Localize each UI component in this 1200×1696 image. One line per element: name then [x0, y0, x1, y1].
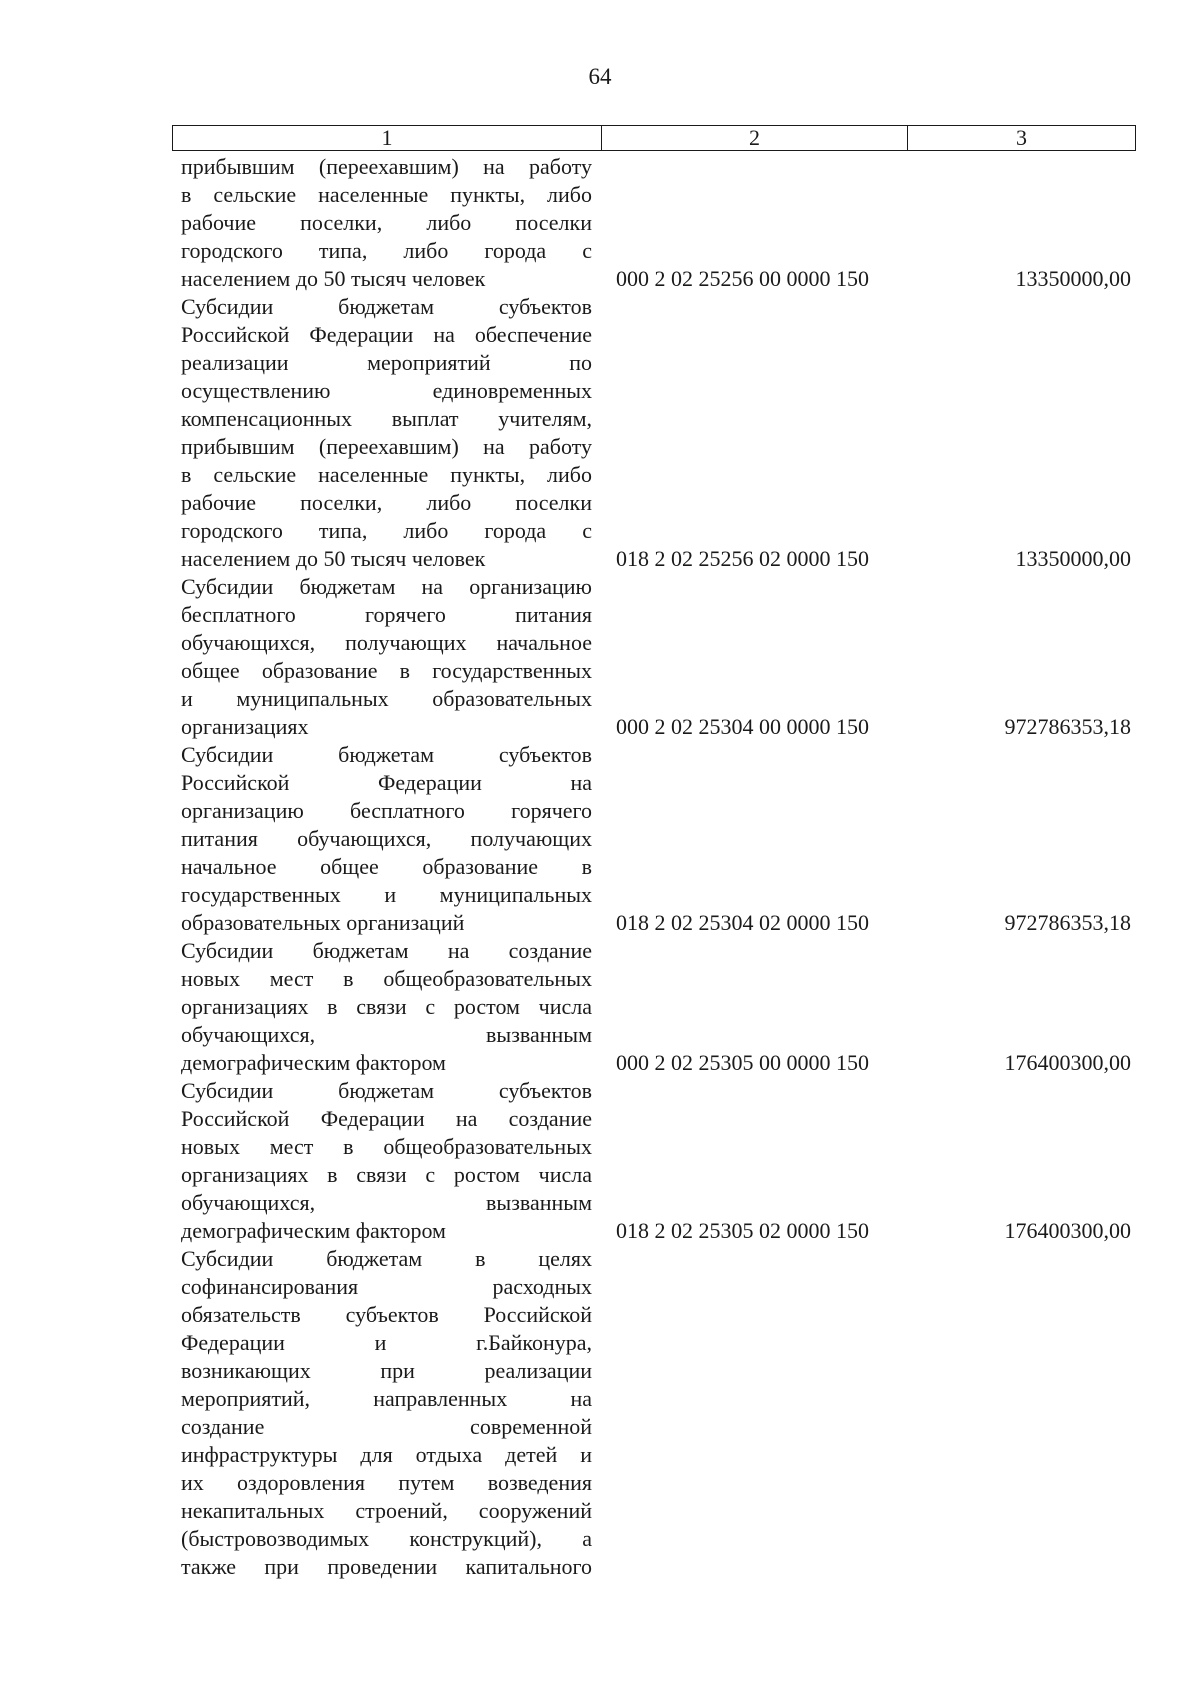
description-line: создание современной	[181, 1414, 592, 1439]
description-line: питания обучающихся, получающих	[181, 826, 592, 851]
description-line: Субсидии бюджетам на организацию	[181, 574, 592, 599]
description-line: Субсидии бюджетам субъектов	[181, 294, 592, 319]
amount-value: 13350000,00	[1015, 546, 1131, 571]
header-col-1: 1	[173, 126, 602, 150]
table-header	[172, 125, 1136, 151]
description-line: Субсидии бюджетам в целях	[181, 1246, 592, 1271]
table-row	[181, 741, 1131, 937]
description-line: возникающих при реализации	[181, 1358, 592, 1383]
description-line: Субсидии бюджетам субъектов	[181, 1078, 592, 1103]
description-line: Федерации и г.Байконура,	[181, 1330, 592, 1355]
description-line: (быстровозводимых конструкций), а	[181, 1526, 592, 1551]
header-col-2: 2	[602, 126, 908, 150]
description-line: обязательств субъектов Российской	[181, 1302, 592, 1327]
description-line: новых мест в общеобразовательных	[181, 1134, 592, 1159]
description-line: реализации мероприятий по	[181, 350, 592, 375]
description-line: рабочие поселки, либо поселки	[181, 490, 592, 515]
description-line: прибывшим (переехавшим) на работу	[181, 154, 592, 179]
row-description	[181, 153, 592, 293]
description-line: софинансирования расходных	[181, 1274, 592, 1299]
description-line: организациях	[181, 714, 309, 739]
budget-classification-code: 018 2 02 25305 02 0000 150	[616, 1218, 869, 1243]
description-line: Субсидии бюджетам на создание	[181, 938, 592, 963]
amount-value: 176400300,00	[1004, 1050, 1131, 1075]
description-line: в сельские населенные пункты, либо	[181, 462, 592, 487]
table-body	[181, 153, 1131, 1581]
row-description	[181, 573, 592, 741]
amount-value: 972786353,18	[1004, 910, 1131, 935]
budget-classification-code: 000 2 02 25304 00 0000 150	[616, 714, 869, 739]
table-row	[181, 153, 1131, 293]
description-line: населением до 50 тысяч человек	[181, 266, 486, 291]
amount-value: 176400300,00	[1004, 1218, 1131, 1243]
description-line: осуществлению единовременных	[181, 378, 592, 403]
description-line: городского типа, либо города с	[181, 518, 592, 543]
description-line: демографическим фактором	[181, 1218, 446, 1243]
description-line: государственных и муниципальных	[181, 882, 592, 907]
row-description	[181, 1245, 592, 1581]
description-line: общее образование в государственных	[181, 658, 592, 683]
table-row	[181, 937, 1131, 1077]
budget-classification-code: 018 2 02 25304 02 0000 150	[616, 910, 869, 935]
description-line: мероприятий, направленных на	[181, 1386, 592, 1411]
page-number: 64	[588, 64, 612, 89]
description-line: демографическим фактором	[181, 1050, 446, 1075]
budget-classification-code: 000 2 02 25256 00 0000 150	[616, 266, 869, 291]
description-line: обучающихся, вызванным	[181, 1190, 592, 1215]
description-line: некапитальных строений, сооружений	[181, 1498, 592, 1523]
description-line: и муниципальных образовательных	[181, 686, 592, 711]
description-line: новых мест в общеобразовательных	[181, 966, 592, 991]
description-line: также при проведении капитального	[181, 1554, 592, 1579]
description-line: Субсидии бюджетам субъектов	[181, 742, 592, 767]
description-line: компенсационных выплат учителям,	[181, 406, 592, 431]
amount-value: 972786353,18	[1004, 714, 1131, 739]
row-description	[181, 293, 592, 573]
description-line: организацию бесплатного горячего	[181, 798, 592, 823]
table-row	[181, 1077, 1131, 1245]
description-line: Российской Федерации на создание	[181, 1106, 592, 1131]
description-line: организациях в связи с ростом числа	[181, 994, 592, 1019]
row-description	[181, 1077, 592, 1245]
description-line: Российской Федерации на обеспечение	[181, 322, 592, 347]
description-line: бесплатного горячего питания	[181, 602, 592, 627]
description-line: их оздоровления путем возведения	[181, 1470, 592, 1495]
budget-classification-code: 000 2 02 25305 00 0000 150	[616, 1050, 869, 1075]
amount-value: 13350000,00	[1015, 266, 1131, 291]
table-row	[181, 293, 1131, 573]
description-line: инфраструктуры для отдыха детей и	[181, 1442, 592, 1467]
header-col-3: 3	[1016, 125, 1027, 150]
description-line: начальное общее образование в	[181, 854, 592, 879]
description-line: Российской Федерации на	[181, 770, 592, 795]
description-line: населением до 50 тысяч человек	[181, 546, 486, 571]
description-line: городского типа, либо города с	[181, 238, 592, 263]
description-line: образовательных организаций	[181, 910, 465, 935]
table-row	[181, 573, 1131, 741]
table-row	[181, 1245, 1131, 1581]
budget-classification-code: 018 2 02 25256 02 0000 150	[616, 546, 869, 571]
description-line: организациях в связи с ростом числа	[181, 1162, 592, 1187]
row-description	[181, 741, 592, 937]
row-description	[181, 937, 592, 1077]
description-line: рабочие поселки, либо поселки	[181, 210, 592, 235]
description-line: в сельские населенные пункты, либо	[181, 182, 592, 207]
description-line: обучающихся, получающих начальное	[181, 630, 592, 655]
description-line: прибывшим (переехавшим) на работу	[181, 434, 592, 459]
description-line: обучающихся, вызванным	[181, 1022, 592, 1047]
